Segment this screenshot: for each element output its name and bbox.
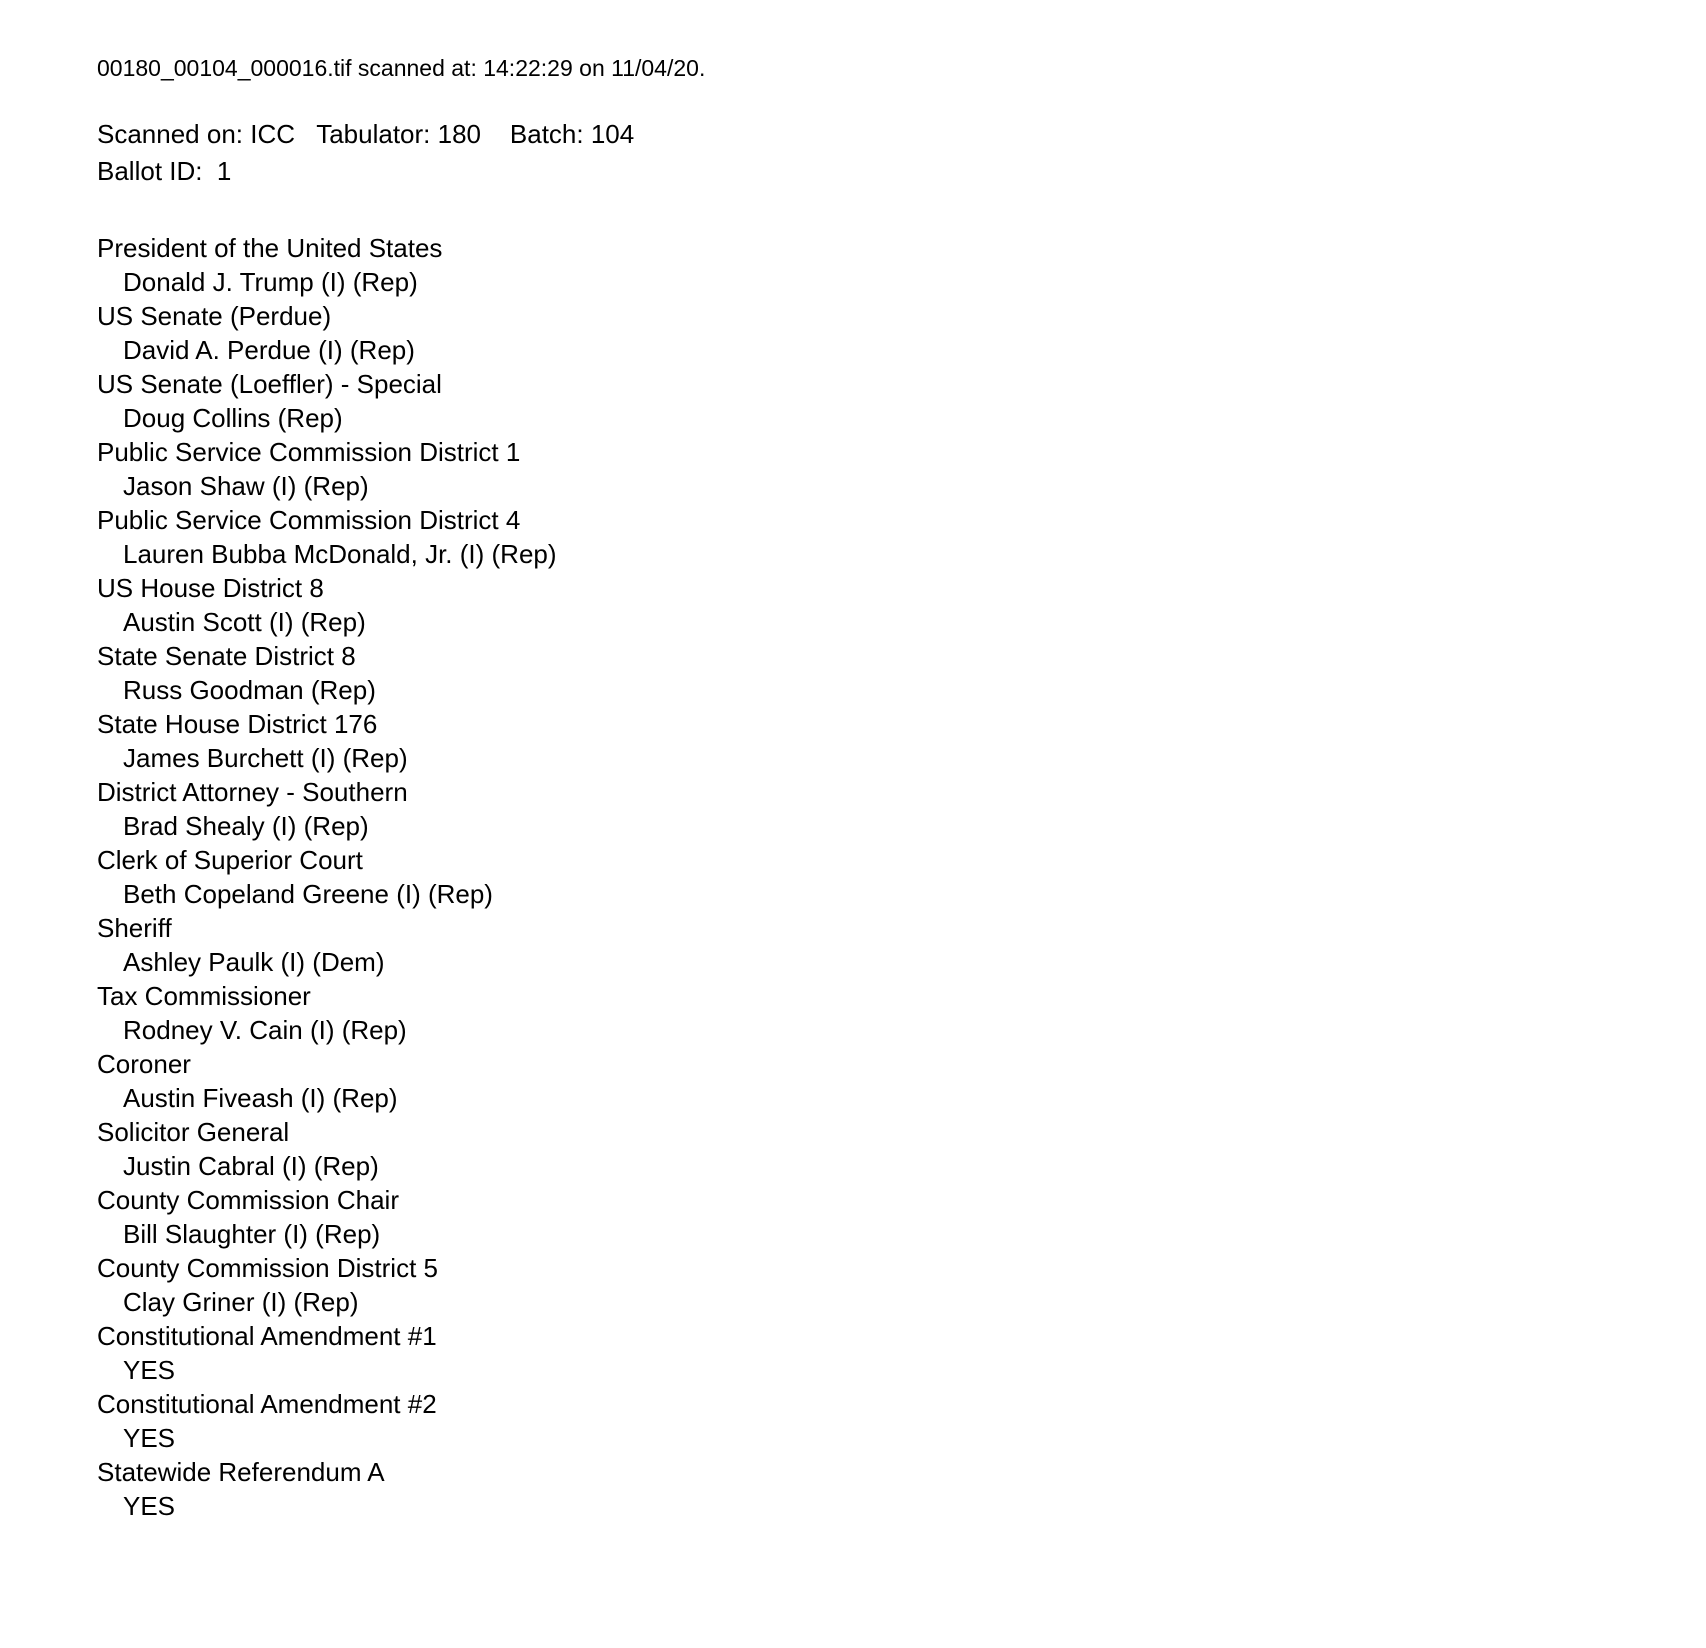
contest-row	[97, 911, 1666, 979]
contest-selection: Beth Copeland Greene (I) (Rep)	[123, 879, 493, 909]
contest-title: Constitutional Amendment #2	[97, 1389, 437, 1419]
contest-title: State House District 176	[97, 709, 378, 739]
contest-title: US Senate (Loeffler) - Special	[97, 369, 442, 399]
contest-selection: YES	[123, 1491, 176, 1521]
contest-selection: Russ Goodman (Rep)	[123, 675, 376, 705]
contest-row	[97, 707, 1666, 775]
contest-row	[97, 299, 1666, 367]
contest-selection: Clay Griner (I) (Rep)	[123, 1287, 359, 1317]
contest-selection: Rodney V. Cain (I) (Rep)	[123, 1015, 407, 1045]
contest-selection: Brad Shealy (I) (Rep)	[123, 811, 369, 841]
scan-file-line: 00180_00104_000016.tif scanned at: 14:22:29 on 11/04/20.	[97, 55, 706, 81]
contest-selection: Austin Scott (I) (Rep)	[123, 607, 366, 637]
contest-selection: James Burchett (I) (Rep)	[123, 743, 408, 773]
contest-title: State Senate District 8	[97, 641, 356, 671]
contest-selection: YES	[123, 1423, 176, 1453]
contest-row	[97, 571, 1666, 639]
contest-row	[97, 979, 1666, 1047]
contest-title: Constitutional Amendment #1	[97, 1321, 437, 1351]
contest-row	[97, 1387, 1666, 1455]
contest-title: Tax Commissioner	[97, 981, 311, 1011]
contest-selection: Ashley Paulk (I) (Dem)	[123, 947, 385, 977]
contest-row	[97, 1183, 1666, 1251]
contest-title: Public Service Commission District 1	[97, 437, 521, 467]
contest-title: County Commission District 5	[97, 1253, 438, 1283]
contest-selection: Donald J. Trump (I) (Rep)	[123, 267, 418, 297]
contest-row	[97, 503, 1666, 571]
contest-title: County Commission Chair	[97, 1185, 399, 1215]
contest-selection: YES	[123, 1355, 176, 1385]
contest-selection: Jason Shaw (I) (Rep)	[123, 471, 369, 501]
contest-selection: Austin Fiveash (I) (Rep)	[123, 1083, 398, 1113]
contest-row	[97, 1251, 1666, 1319]
contest-title: President of the United States	[97, 233, 443, 263]
contest-row	[97, 639, 1666, 707]
contest-row	[97, 1115, 1666, 1183]
contest-row	[97, 435, 1666, 503]
contest-title: Sheriff	[97, 913, 172, 943]
contest-title: Public Service Commission District 4	[97, 505, 521, 535]
contest-title: US House District 8	[97, 573, 324, 603]
contest-row	[97, 1047, 1666, 1115]
contest-row	[97, 231, 1666, 299]
contest-row	[97, 1319, 1666, 1387]
contest-title: US Senate (Perdue)	[97, 301, 332, 331]
contest-title: Clerk of Superior Court	[97, 845, 363, 875]
contest-row	[97, 1455, 1666, 1523]
contest-list	[97, 231, 1666, 1523]
contest-selection: David A. Perdue (I) (Rep)	[123, 335, 415, 365]
contest-title: Solicitor General	[97, 1117, 290, 1147]
contest-title: District Attorney - Southern	[97, 777, 408, 807]
scanner-info-line: Scanned on: ICC Tabulator: 180 Batch: 104	[97, 119, 635, 149]
contest-selection: Doug Collins (Rep)	[123, 403, 343, 433]
contest-row	[97, 367, 1666, 435]
contest-selection: Bill Slaughter (I) (Rep)	[123, 1219, 381, 1249]
contest-title: Coroner	[97, 1049, 191, 1079]
contest-selection: Justin Cabral (I) (Rep)	[123, 1151, 379, 1181]
contest-selection: Lauren Bubba McDonald, Jr. (I) (Rep)	[123, 539, 557, 569]
ballot-id-line: Ballot ID: 1	[97, 156, 232, 186]
contest-row	[97, 843, 1666, 911]
contest-row	[97, 775, 1666, 843]
contest-title: Statewide Referendum A	[97, 1457, 385, 1487]
